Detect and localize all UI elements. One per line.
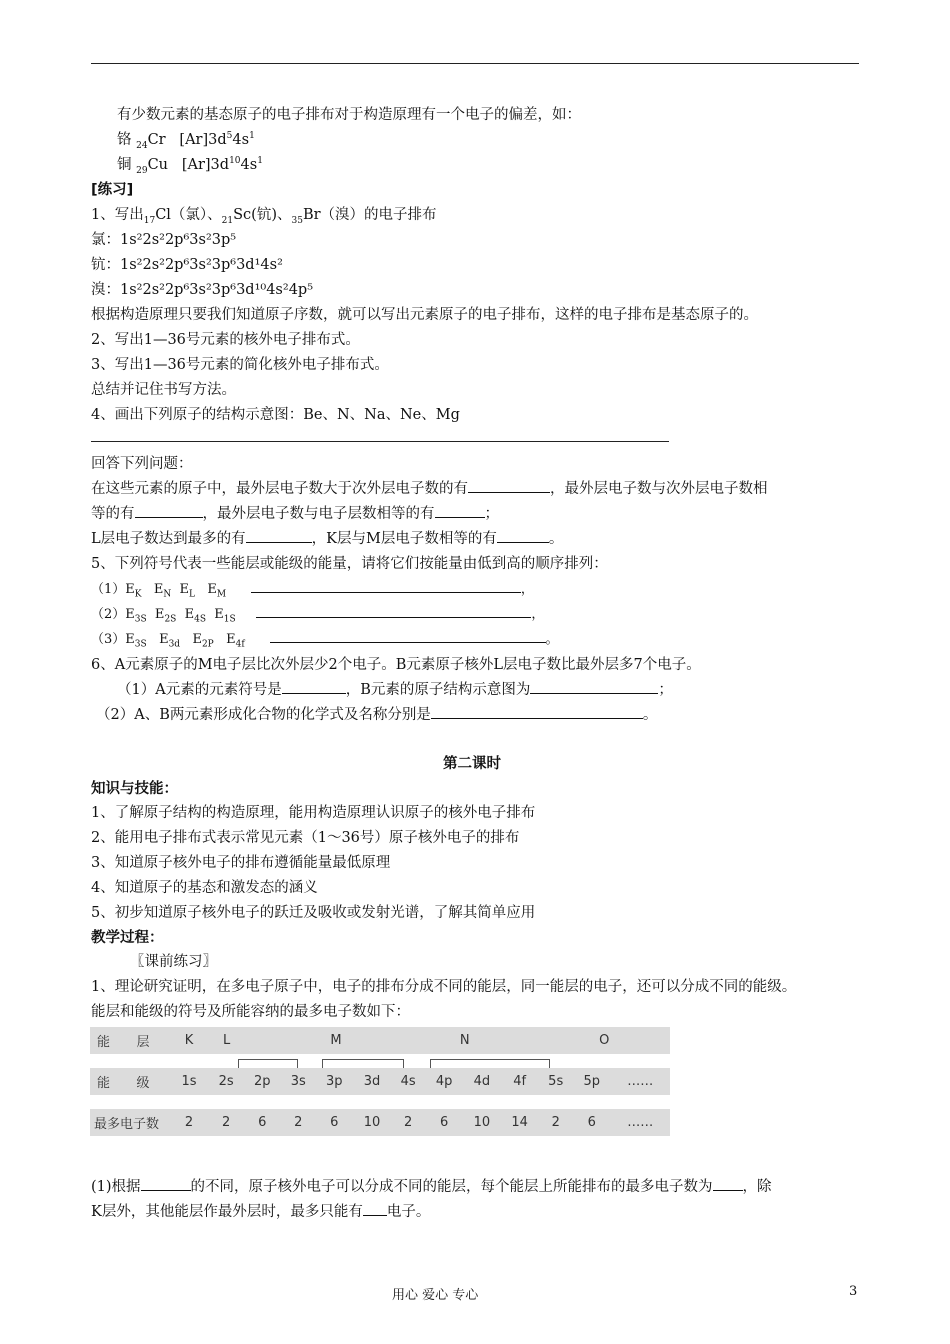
table-cell: 2 [294, 1115, 303, 1130]
q6-part-2: （2）A、B两元素形成化合物的化学式及名称分别是 。 [96, 703, 657, 724]
fill-line-1: (1)根据 的不同，原子核外电子可以分成不同的能层，每个能层上所能排布的最多电子数为 ，除 [91, 1175, 772, 1196]
shell-l-brace [238, 1059, 298, 1068]
page-number: 3 [849, 1284, 858, 1299]
blank-field[interactable] [282, 679, 346, 694]
table-cell: 14 [511, 1115, 528, 1130]
blank-field[interactable] [141, 1176, 191, 1191]
table-cell: 6 [258, 1115, 267, 1130]
cu-config: 铜 $_{29}$Cu $[Ar]3d^{10}4s^1$ [117, 156, 263, 176]
table-cell: 6 [439, 1115, 449, 1130]
blank-field[interactable] [135, 503, 203, 518]
knowledge-4: 4、知道原子的基态和激发态的涵义 [91, 880, 318, 896]
knowledge-2: 2、能用电子排布式表示常见元素（1～36号）原子核外电子的排布 [91, 830, 520, 846]
blank-field[interactable] [363, 1201, 387, 1216]
table-cell: 4d [473, 1074, 491, 1089]
answer-line-1: 在这些元素的原子中，最外层电子数大于次外层电子数的有 ，最外层电子数与次外层电子数相 [91, 477, 768, 498]
answer-line-2: 等的有 ，最外层电子数与电子层数相等的有 ； [91, 502, 499, 523]
question-3: 3、写出1—36号元素的简化核外电子排布式。 [91, 357, 389, 373]
question-6: 6、A元素原子的M电子层比次外层少2个电子。B元素原子核外L层电子数比最外层多7个电子。 [91, 657, 701, 673]
table-row-max-electrons [90, 1109, 670, 1136]
table-row-sublevels [90, 1068, 670, 1095]
q5-part-3: $(3)E_{3S}$ $E_{3d}$ $E_{2P}$ $E_{4f}$ 。 [91, 628, 559, 647]
table-row-shells [90, 1027, 670, 1054]
table-cell: 5s [548, 1074, 564, 1089]
table-cell: O [599, 1033, 610, 1048]
table-cell: 10 [363, 1115, 381, 1130]
blank-field[interactable] [468, 478, 550, 493]
principle-note: 根据构造原理只要我们知道原子序数，就可以写出元素原子的电子排布，这样的电子排布是基态原子的。 [91, 307, 758, 323]
header-rule [91, 63, 859, 64]
table-cell: 能 [96, 1076, 110, 1091]
table-cell: …… [627, 1115, 654, 1130]
practice-text-1: 1、理论研究证明，在多电子原子中，电子的排布分成不同的能层，同一能层的电子，还可以分成不同的能级。 [91, 979, 797, 995]
footer-motto: 用心 爱心 专心 [392, 1288, 479, 1303]
blank-field[interactable] [270, 628, 546, 643]
question-1: 1、写出$_{17}$Cl（氯）、$_{21}$Sc(钪)、$_{35}$Br（溴）的电子排布 [91, 207, 437, 226]
table-cell: 5p [583, 1074, 600, 1089]
knowledge-heading: 知识与技能： [91, 781, 178, 797]
summary-line: 总结并记住书写方法。 [91, 382, 236, 398]
blank-field[interactable] [530, 679, 658, 694]
q5-part-2: $(2)E_{3S}$ $E_{2S}$ $E_{4S}$ $E_{1S}$ ， [91, 603, 544, 622]
blank-field[interactable] [256, 603, 531, 618]
table-cell: 3s [290, 1074, 306, 1089]
practice-heading: [练习] [91, 182, 134, 198]
table-cell: 6 [587, 1115, 596, 1130]
table-cell: K [184, 1033, 194, 1048]
table-cell: 10 [473, 1115, 491, 1130]
table-cell: 4f [513, 1074, 527, 1089]
q6-part-1: （1）A元素的元素符号是 ，B元素的原子结构示意图为 ； [117, 678, 673, 699]
table-cell: 2s [218, 1074, 234, 1089]
table-cell: 层 [136, 1035, 150, 1050]
table-cell: 2p [253, 1074, 271, 1089]
blank-field[interactable] [497, 528, 549, 543]
q5-part-1: $(1)E_K$ $E_N$ $E_L$ $E_M$ ， [91, 578, 534, 597]
blank-field[interactable] [435, 503, 485, 518]
pre-practice-label: 〖课前练习〗 [130, 954, 217, 970]
cl-config: 氯：1s²2s²2p⁶3s²3p⁵ [91, 232, 237, 248]
blank-field[interactable] [713, 1176, 743, 1191]
table-cell: 4s [400, 1074, 416, 1089]
table-cell: 最多电子数 [94, 1117, 160, 1132]
table-cell: M [330, 1033, 342, 1048]
table-cell: 2 [403, 1115, 413, 1130]
practice-text-2: 能层和能级的符号及所能容纳的最多电子数如下： [91, 1004, 410, 1020]
blank-field[interactable] [251, 578, 521, 593]
question-4: 4、画出下列原子的结构示意图：Be、N、Na、Ne、Mg [91, 407, 460, 423]
table-cell: 3p [326, 1074, 343, 1089]
br-config: 溴：1s²2s²2p⁶3s²3p⁶3d¹⁰4s²4p⁵ [91, 282, 314, 298]
answer-line-3: L层电子数达到最多的有 ，K层与M层电子数相等的有 。 [91, 527, 563, 548]
table-cell: 2 [184, 1115, 194, 1130]
drawing-area-rule [91, 441, 669, 442]
shell-n-brace [430, 1059, 550, 1068]
table-cell: 4p [435, 1074, 453, 1089]
intro-text: 有少数元素的基态原子的电子排布对于构造原理有一个电子的偏差，如： [117, 107, 581, 123]
table-cell: N [459, 1033, 470, 1048]
table-cell: 级 [136, 1076, 150, 1091]
blank-field[interactable] [246, 528, 312, 543]
fill-line-2: K层外，其他能层作最外层时，最多只能有 电子。 [91, 1200, 430, 1221]
answer-heading: 回答下列问题： [91, 456, 193, 472]
knowledge-5: 5、初步知道原子核外电子的跃迁及吸收或发射光谱，了解其简单应用 [91, 905, 536, 921]
table-cell: 能 [96, 1035, 110, 1050]
table-cell: 2 [222, 1115, 231, 1130]
table-cell: 2 [551, 1115, 560, 1130]
table-cell: 1s [181, 1074, 197, 1089]
process-heading: 教学过程： [91, 930, 164, 946]
knowledge-1: 1、了解原子结构的构造原理，能用构造原理认识原子的核外电子排布 [91, 805, 536, 821]
lesson-title: 第二课时 [443, 756, 501, 772]
table-cell: L [223, 1033, 231, 1048]
energy-level-table [90, 1027, 670, 1136]
sc-config: 钪：1s²2s²2p⁶3s²3p⁶3d¹4s² [91, 257, 283, 273]
shell-m-brace [322, 1059, 404, 1068]
cr-config: 铬 $_{24}$Cr $[Ar]3d^54s^1$ [117, 131, 255, 151]
table-cell: 6 [330, 1115, 339, 1130]
table-cell: 3d [363, 1074, 381, 1089]
blank-field[interactable] [431, 704, 643, 719]
knowledge-3: 3、知道原子核外电子的排布遵循能量最低原理 [91, 855, 391, 871]
question-2: 2、写出1—36号元素的核外电子排布式。 [91, 332, 360, 348]
question-5: 5、下列符号代表一些能层或能级的能量，请将它们按能量由低到高的顺序排列： [91, 556, 608, 572]
table-cell: …… [627, 1074, 654, 1089]
